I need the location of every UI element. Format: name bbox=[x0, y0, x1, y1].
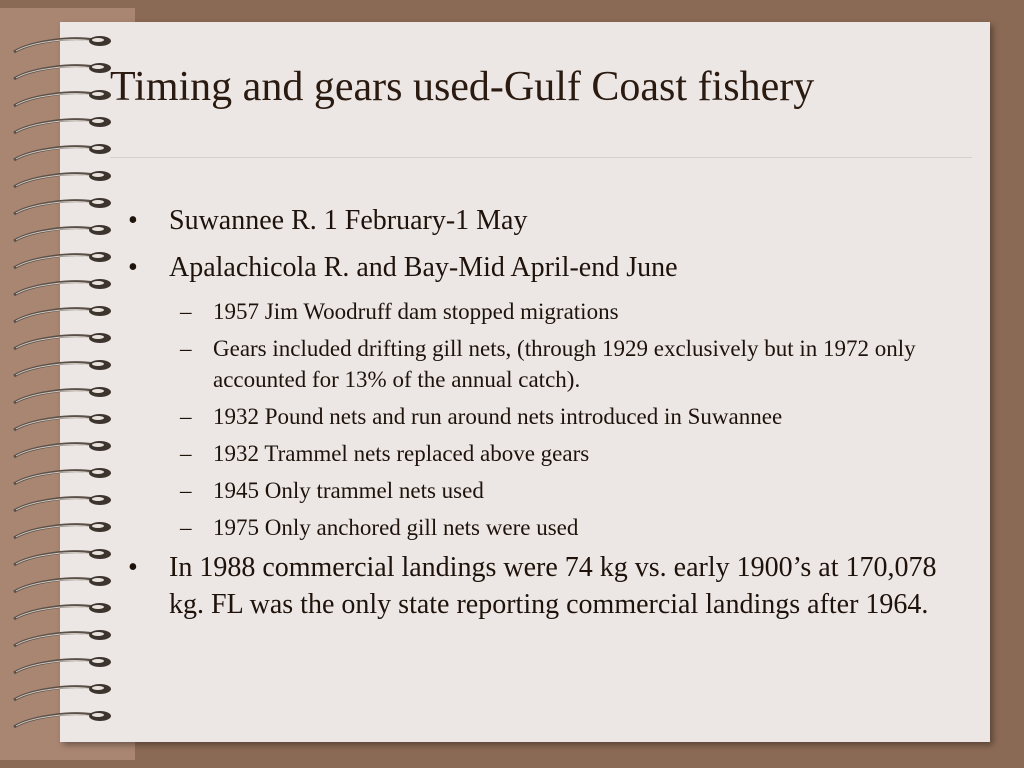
spiral-ring bbox=[14, 360, 111, 376]
bullet-item bbox=[128, 202, 978, 239]
title-divider bbox=[110, 157, 972, 158]
spiral-ring bbox=[14, 225, 111, 241]
spiral-ring bbox=[14, 684, 111, 700]
sub-bullet-item bbox=[180, 512, 978, 543]
bullet-marker: • bbox=[128, 252, 138, 283]
sub-bullet-text: 1957 Jim Woodruff dam stopped migrations bbox=[213, 299, 619, 324]
spiral-ring bbox=[14, 36, 111, 52]
bullet-marker: • bbox=[128, 552, 138, 583]
spiral-ring bbox=[14, 549, 111, 565]
sub-bullet-marker: – bbox=[180, 515, 192, 540]
bullet-text: Apalachicola R. and Bay-Mid April-end June bbox=[169, 252, 678, 283]
spiral-ring bbox=[14, 63, 111, 79]
spiral-ring bbox=[14, 90, 111, 106]
bullet-text: Suwannee R. 1 February-1 May bbox=[169, 205, 528, 236]
bullet-item bbox=[128, 549, 978, 623]
sub-bullet-marker: – bbox=[180, 478, 192, 503]
sub-bullet-text: 1945 Only trammel nets used bbox=[213, 478, 484, 503]
spiral-ring bbox=[14, 657, 111, 673]
spiral-ring bbox=[14, 468, 111, 484]
bullet-marker: • bbox=[128, 205, 138, 236]
spiral-ring bbox=[14, 414, 111, 430]
sub-bullet-text: Gears included drifting gill nets, (through 1929 exclusively but in 1972 only accounted for 13% of the annual catch). bbox=[213, 336, 916, 392]
spiral-ring bbox=[14, 144, 111, 160]
spiral-ring bbox=[14, 333, 111, 349]
sub-bullet-text: 1932 Pound nets and run around nets introduced in Suwannee bbox=[213, 404, 783, 429]
sub-bullet-item bbox=[180, 438, 978, 469]
sub-bullet-marker: – bbox=[180, 299, 192, 324]
sub-bullet-item bbox=[180, 333, 978, 395]
slide-title: Timing and gears used-Gulf Coast fishery bbox=[110, 64, 815, 110]
notebook-spiral-icon bbox=[10, 30, 120, 740]
spiral-ring bbox=[14, 198, 111, 214]
sub-bullet-marker: – bbox=[180, 404, 192, 429]
sub-bullet-text: 1932 Trammel nets replaced above gears bbox=[213, 441, 590, 466]
sub-bullet-text: 1975 Only anchored gill nets were used bbox=[213, 515, 579, 540]
sub-bullet-marker: – bbox=[180, 336, 192, 361]
spiral-ring bbox=[14, 603, 111, 619]
spiral-ring bbox=[14, 630, 111, 646]
spiral-ring bbox=[14, 711, 111, 727]
spiral-ring bbox=[14, 576, 111, 592]
spiral-ring bbox=[14, 252, 111, 268]
spiral-ring bbox=[14, 387, 111, 403]
spiral-ring bbox=[14, 117, 111, 133]
spiral-ring bbox=[14, 279, 111, 295]
bullet-item bbox=[128, 249, 978, 286]
spiral-ring bbox=[14, 306, 111, 322]
bullet-text: In 1988 commercial landings were 74 kg vs. early 1900’s at 170,078 kg. FL was the only state reporting commercial landings after 1964. bbox=[169, 552, 937, 620]
spiral-ring bbox=[14, 522, 111, 538]
slide-body bbox=[128, 202, 978, 633]
sub-bullet-marker: – bbox=[180, 441, 192, 466]
sub-bullet-item bbox=[180, 401, 978, 432]
spiral-ring bbox=[14, 495, 111, 511]
spiral-ring bbox=[14, 441, 111, 457]
spiral-ring bbox=[14, 171, 111, 187]
sub-bullet-item bbox=[180, 475, 978, 506]
sub-bullet-item bbox=[180, 296, 978, 327]
